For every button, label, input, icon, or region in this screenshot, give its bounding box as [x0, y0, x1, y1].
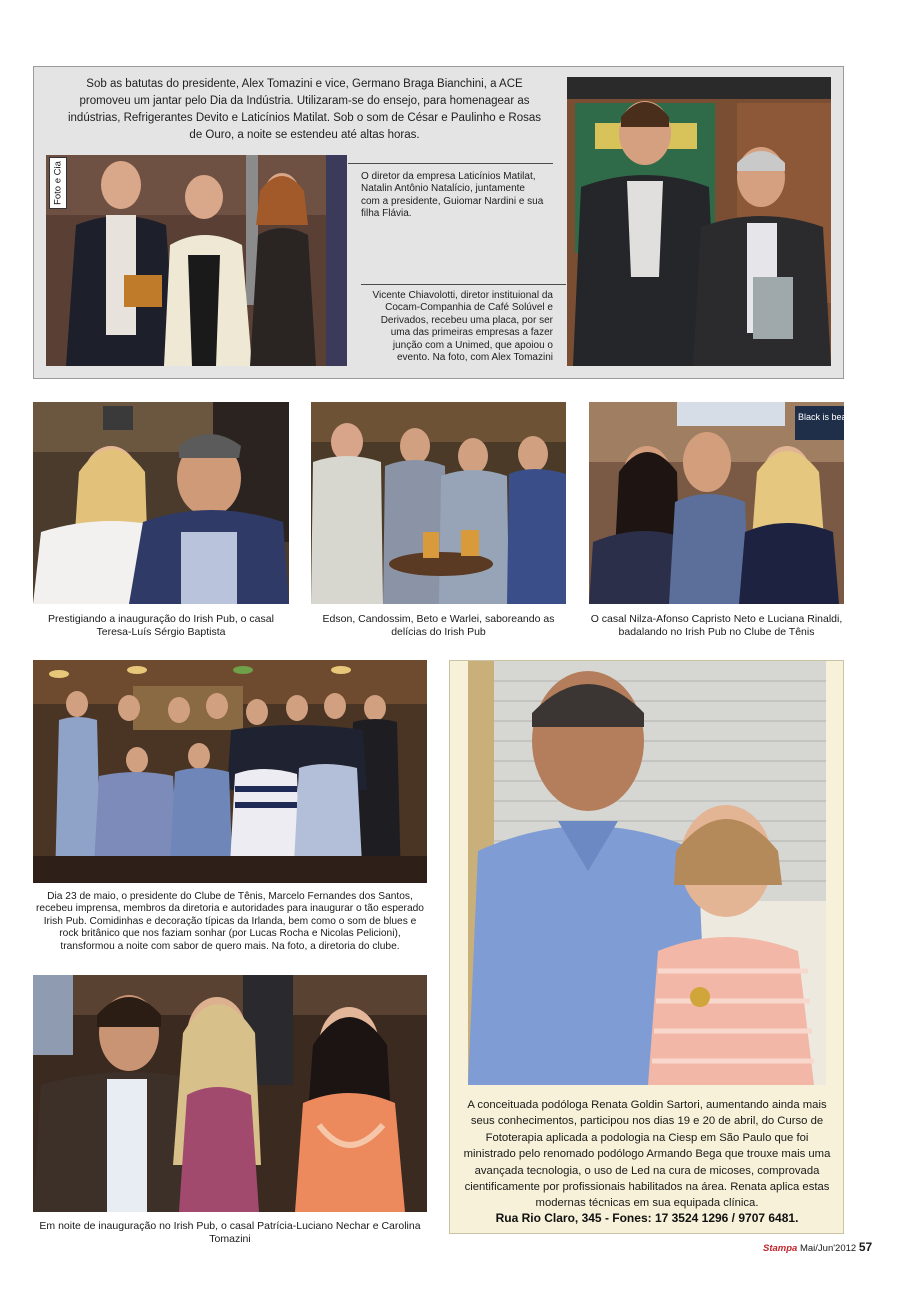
caption-cocam: Vicente Chiavolotti, diretor instituional da Cocam-Companhia de Café Solúvel e Derivados, recebeu uma placa, por ser uma das primeiras empresas a fazer junção com a Unimed, que apoiou o evento. Na foto, com Alex Tomazini [372, 290, 553, 364]
photo-credit-badge [49, 157, 67, 209]
photo-edson-group [311, 402, 566, 604]
photo-matilat-award [46, 155, 347, 366]
photo-patricia-luciano-carolina [33, 975, 427, 1212]
photo-cocam-plaque [567, 77, 831, 366]
caption-rule-1 [348, 163, 553, 164]
caption-teresa: Prestigiando a inauguração do Irish Pub, o casal Teresa-Luís Sérgio Baptista [48, 613, 274, 638]
magazine-brand: Stampa [763, 1243, 798, 1254]
caption-diretoria: Dia 23 de maio, o presidente do Clube de Tênis, Marcelo Fernandes dos Santos, recebeu imprensa, membros da diretoria e autoridades para inaugurar o tão esperado Irish Pub. Comidinhas e decoração típicas da Irlanda, bem como o som de blues e rock britânico que nos faziam sonhar (por Lucas Rocha e Nicolas Pelicioni), transformou a noite com sabor de quero mais. Na foto, a diretoria do clube. [36, 891, 424, 952]
caption-rule-2 [361, 284, 566, 285]
pub-sign-text: Black is beau [798, 412, 852, 422]
caption-nilza: O casal Nilza-Afonso Capristo Neto e Luciana Rinaldi, badalando no Irish Pub no Clube de Tênis [590, 613, 843, 638]
caption-edson: Edson, Candossim, Beto e Warlei, saboreando as delícias do Irish Pub [322, 613, 555, 638]
page-folio [763, 1240, 872, 1254]
photo-nilza-afonso [589, 402, 852, 604]
intro-text: Sob as batutas do presidente, Alex Tomazini e vice, Germano Braga Bianchini, a ACE promoveu um jantar pelo Dia da Indústria. Utilizaram-se do ensejo, para homenagear as indústrias, Refrigerantes Devito e Laticínios Matilat. Sob o som de César e Paulinho e Rosas de Ouro, a noite se estendeu até altas horas. [67, 78, 542, 141]
caption-matilat: O diretor da empresa Laticínios Matilat, Natalin Antônio Natalício, juntamente com a presidente, Guiomar Nardini e sua filha Flávia. [361, 171, 544, 220]
page-number: 57 [858, 1240, 873, 1254]
ad-contact: Rua Rio Claro, 345 - Fones: 17 3524 1296 / 9707 6481. [495, 1211, 799, 1225]
photo-credit: Foto e Cia [52, 161, 64, 205]
caption-patricia: Em noite de inauguração no Irish Pub, o casal Patrícia-Luciano Nechar e Carolina Tomazini [39, 1220, 421, 1245]
issue-date: Mai/Jun'2012 [799, 1243, 857, 1254]
photo-renata-armando [468, 661, 826, 1085]
photo-teresa-luis [33, 402, 289, 604]
photo-diretoria [33, 660, 427, 883]
ad-description: A conceituada podóloga Renata Goldin Sartori, aumentando ainda mais seus conhecimentos, participou nos dias 19 e 20 de abril, do Curso de Fototerapia aplicada a podologia na Ciesp em São Paulo que foi ministrado pelo renomado podólogo Armando Bega que trouxe mais uma avançada tecnologia, o uso de Led na cura de micoses, comprovada cientificamente por profissionais habilitados na área. Renata aplica estas modernas técnicas em sua equipada clínica. [463, 1099, 831, 1210]
